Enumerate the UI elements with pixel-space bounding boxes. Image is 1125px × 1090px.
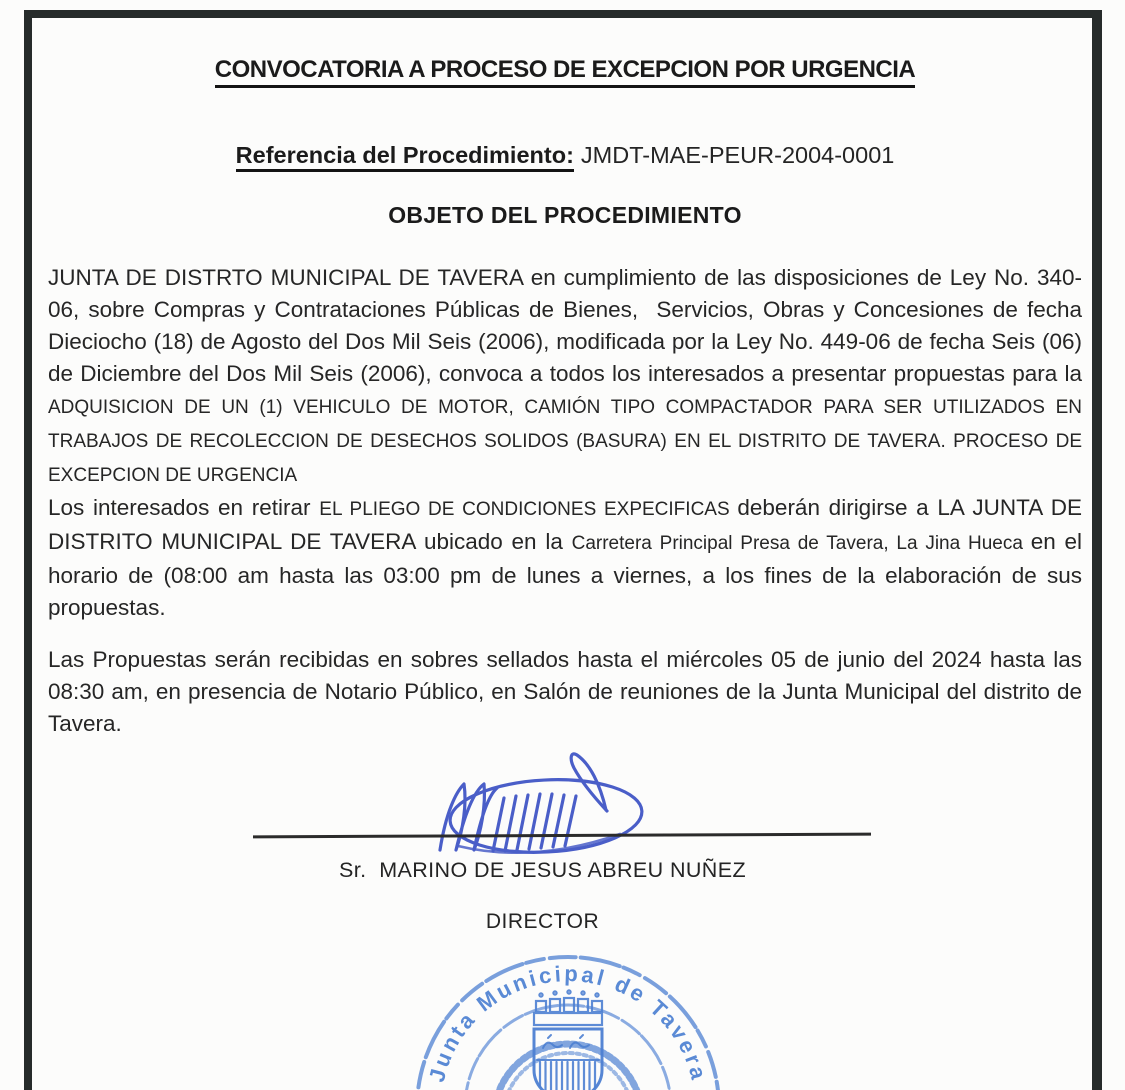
retrieval-text-2: deberán dirigirse a	[737, 495, 938, 520]
paragraph-proposal-reception: Las Propuestas serán recibidas en sobres sellados hasta el miércoles 05 de junio del 2024 hasta las 08:30 am, en presencia de Notario Público, en Salón de reuniones de la Junta Municipal del distrito de Tavera.	[48, 647, 1082, 736]
seal-text: Junta Municipal de Tavera	[423, 960, 713, 1085]
org-name: JUNTA DE DISTRTO MUNICIPAL DE TAVERA	[48, 265, 531, 290]
paragraph-retrieval-instructions	[48, 492, 1082, 624]
reference-label: Referencia del Procedimiento:	[236, 142, 574, 172]
municipal-seal-stamp	[398, 950, 742, 1090]
address-text: Carretera Principal Presa de Tavera, La Jina Hueca	[571, 533, 1031, 554]
seal-shield-bars	[540, 1062, 595, 1090]
seal-shield	[534, 1029, 602, 1090]
reference-line	[48, 142, 1082, 169]
signatory-name: Sr. MARINO DE JESUS ABREU NUÑEZ	[338, 858, 747, 882]
document-title: CONVOCATORIA A PROCESO DE EXCEPCION POR URGENCIA	[215, 56, 916, 88]
junta-caps: LA JUNTA DE DISTRITO MUNICIPAL DE TAVERA	[48, 495, 1082, 554]
location-intro: ubicado en la	[423, 529, 572, 554]
signature-scribble-strokes	[493, 794, 576, 851]
reference-value: JMDT-MAE-PEUR-2004-0001	[580, 142, 895, 168]
section-heading: OBJETO DEL PROCEDIMIENTO	[388, 202, 742, 228]
schedule-text: en el horario de (08:00 am hasta las 03:00 pm de lunes a viernes, a los fines de la elaboración de sus propuestas.	[48, 529, 1083, 620]
pliego-caps: EL PLIEGO DE CONDICIONES EXPECIFICAS	[319, 499, 738, 520]
legal-intro: en cumplimiento de las disposiciones de Ley No. 340-06, sobre Compras y Contrataciones Públicas de Bienes, Servicios, Obras y Concesiones de fecha Dieciocho (18) de Agosto del Dos Mil Seis (2006), modificada por la Ley No. 449-06 de fecha Seis (06) de Diciembre del Dos Mil Seis (2006), convoca a todos los interesados a presentar propuestas para la	[48, 265, 1082, 386]
signatory-title: DIRECTOR	[485, 910, 600, 933]
signature-ink	[424, 748, 654, 858]
body-text	[48, 262, 1082, 740]
document-title-row	[48, 56, 1082, 84]
procurement-subject: ADQUISICION DE UN (1) VEHICULO DE MOTOR, CAMIÓN TIPO COMPACTADOR PARA SER UTILIZADOS EN TRABAJOS DE RECOLECCION DE DESECHOS SOLIDOS (BASURA) EN EL DISTRITO DE TAVERA. PROCESO DE EXCEPCION DE URGENCIA	[48, 397, 1082, 486]
paragraph-procurement-object	[48, 262, 1082, 492]
retrieval-text: Los interesados en retirar	[48, 495, 320, 520]
